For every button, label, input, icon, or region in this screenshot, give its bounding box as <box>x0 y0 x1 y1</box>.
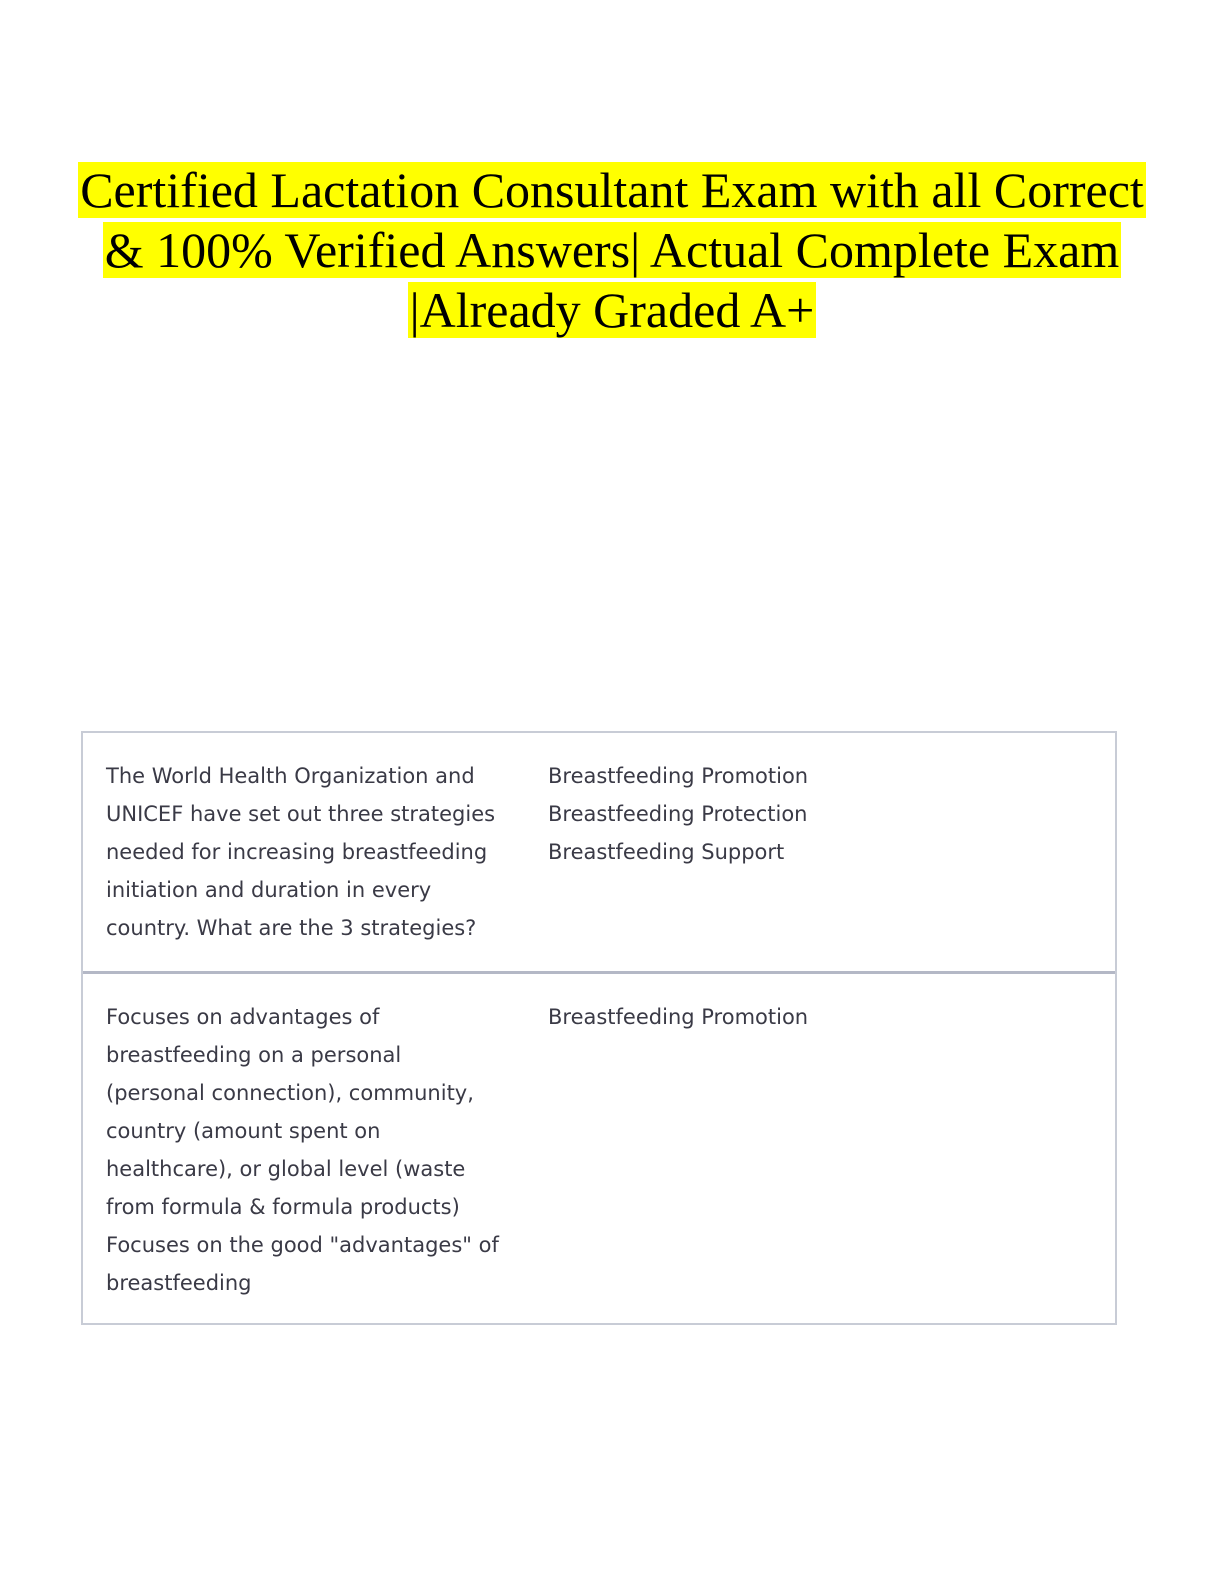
row-divider <box>83 971 1115 974</box>
flashcard-term: Focuses on advantages of breastfeeding on a personal (personal connection), community, country (amount spent on healthcare), or global level (waste from formula & formula products) Focuses on the good "advantages" of breastfeeding <box>106 1005 499 1295</box>
title-line-2: & 100% Verified Answers| Actual Complete Exam <box>104 222 1120 278</box>
flashcard-table <box>81 731 1117 1325</box>
flashcard-term: The World Health Organization and UNICEF have set out three strategies needed for increasing breastfeeding initiation and duration in every country. What are the 3 strategies? <box>106 764 496 940</box>
flashcard-definition: Breastfeeding Promotion <box>548 1005 809 1029</box>
flashcard-row <box>83 998 1115 1318</box>
document-title <box>0 160 1224 340</box>
title-line-1: Certified Lactation Consultant Exam with all Correct <box>80 162 1144 218</box>
title-line-3: |Already Graded A+ <box>409 282 815 338</box>
flashcard-row <box>83 757 1115 971</box>
flashcard-definition: Breastfeeding Promotion Breastfeeding Protection Breastfeeding Support <box>548 764 809 864</box>
